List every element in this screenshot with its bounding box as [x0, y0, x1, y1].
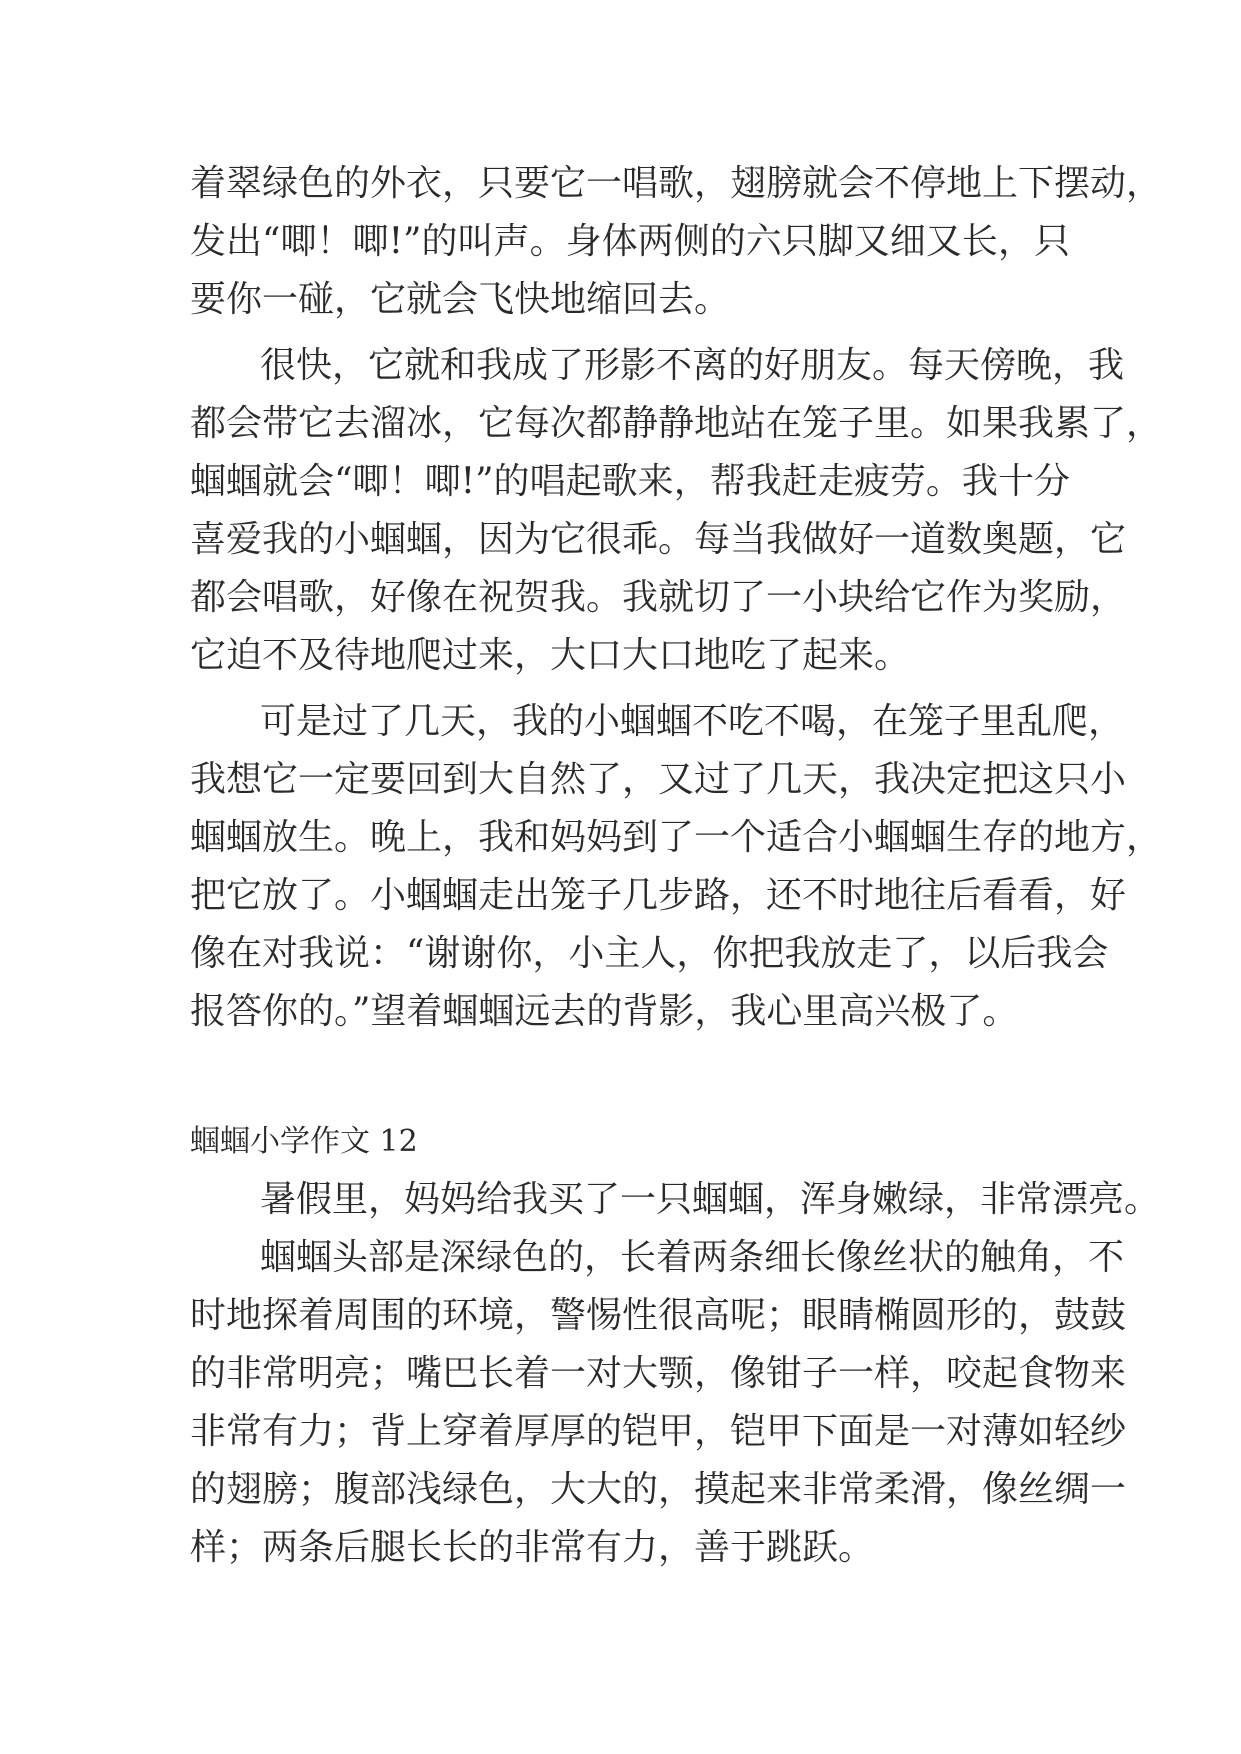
text-line: 我想它一定要回到大自然了，又过了几天，我决定把这只小 [190, 759, 1127, 800]
text-line: 的非常明亮；嘴巴长着一对大颚，像钳子一样，咬起食物来 [190, 1353, 1127, 1394]
text-line: 蝈蝈头部是深绿色的，长着两条细长像丝状的触角，不 [260, 1237, 1125, 1278]
text-line: 可是过了几天，我的小蝈蝈不吃不喝，在笼子里乱爬， [260, 701, 1125, 742]
text-line: 非常有力；背上穿着厚厚的铠甲，铠甲下面是一对薄如轻纱 [190, 1411, 1127, 1452]
text-line: 它迫不及待地爬过来，大口大口地吃了起来。 [190, 635, 911, 676]
paragraph-3 [190, 693, 1163, 1041]
paragraph-5 [190, 1229, 1127, 1577]
text-line: 要你一碰，它就会飞快地缩回去。 [190, 279, 731, 320]
text-line: 报答你的。”望着蝈蝈远去的背影，我心里高兴极了。 [190, 991, 1019, 1032]
text-line: 发出“唧！唧!”的叫声。身体两侧的六只脚又细又长，只 [190, 221, 1070, 262]
text-line: 暑假里，妈妈给我买了一只蝈蝈，浑身嫩绿，非常漂亮。 [260, 1179, 1161, 1220]
paragraph-4 [190, 1171, 1161, 1229]
section-heading: 蝈蝈小学作文 12 [190, 1124, 418, 1159]
document-page [190, 155, 1163, 1577]
text-line: 都会唱歌，好像在祝贺我。我就切了一小块给它作为奖励， [190, 577, 1127, 618]
text-line: 蝈蝈就会“唧！唧!”的唱起歌来，帮我赶走疲劳。我十分 [190, 461, 1070, 502]
text-line: 样；两条后腿长长的非常有力，善于跳跃。 [190, 1527, 875, 1568]
text-line: 蝈蝈放生。晚上，我和妈妈到了一个适合小蝈蝈生存的地方， [190, 817, 1163, 858]
text-line: 像在对我说：“谢谢你，小主人，你把我放走了，以后我会 [190, 933, 1109, 974]
text-line: 喜爱我的小蝈蝈，因为它很乖。每当我做好一道数奥题，它 [190, 519, 1127, 560]
paragraph-1 [190, 155, 1163, 329]
text-line: 把它放了。小蝈蝈走出笼子几步路，还不时地往后看看，好 [190, 875, 1127, 916]
text-line: 时地探着周围的环境，警惕性很高呢；眼睛椭圆形的，鼓鼓 [190, 1295, 1127, 1336]
paragraph-2 [190, 337, 1163, 685]
text-line: 着翠绿色的外衣，只要它一唱歌，翅膀就会不停地上下摆动， [190, 163, 1163, 204]
text-line: 都会带它去溜冰，它每次都静静地站在笼子里。如果我累了， [190, 403, 1163, 444]
text-line: 很快，它就和我成了形影不离的好朋友。每天傍晚，我 [260, 345, 1125, 386]
text-line: 的翅膀；腹部浅绿色，大大的，摸起来非常柔滑，像丝绸一 [190, 1469, 1127, 1510]
